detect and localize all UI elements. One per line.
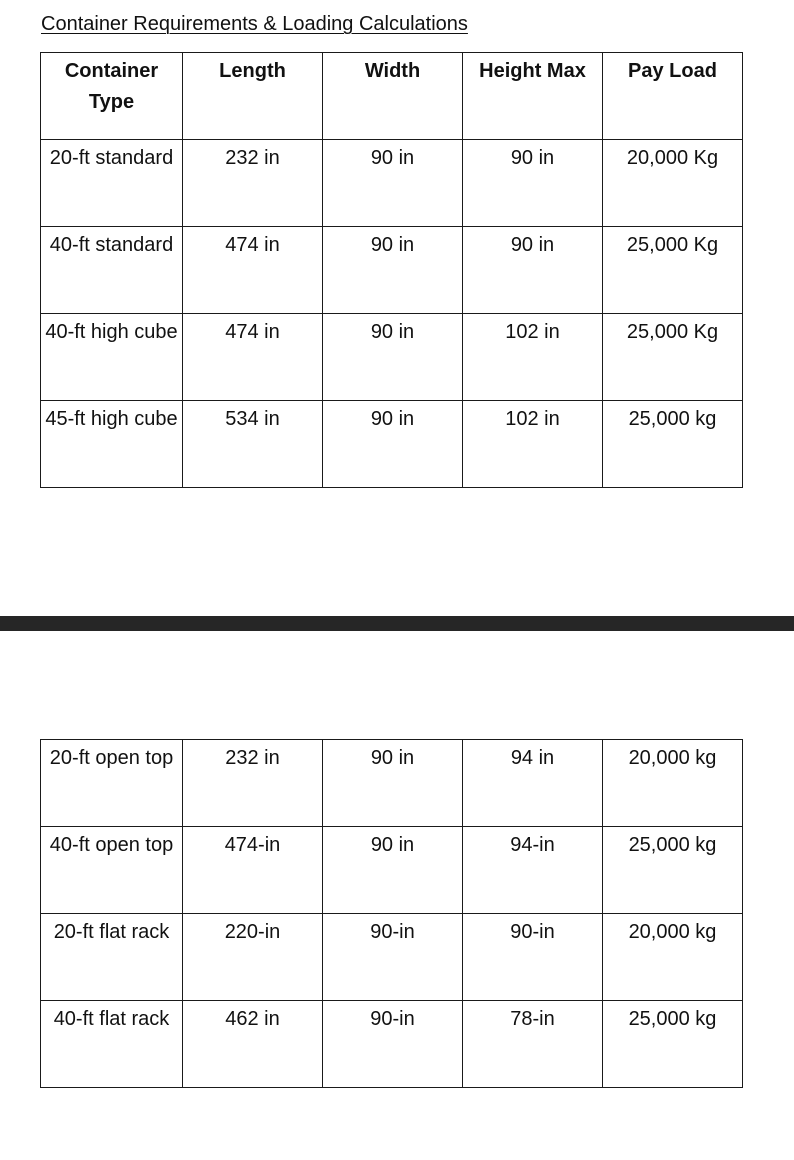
table-cell	[463, 827, 603, 914]
container-type: 20-ft open top	[49, 747, 174, 769]
table-cell	[323, 401, 463, 488]
width: 90 in	[370, 321, 415, 343]
page-title: Container Requirements & Loading Calculations	[41, 13, 468, 35]
table-cell	[41, 140, 183, 227]
table-cell	[463, 227, 603, 314]
table-cell	[603, 914, 743, 1001]
table-cell	[41, 827, 183, 914]
table-cell	[41, 314, 183, 401]
table-row	[41, 314, 743, 401]
container-type: 20-ft standard	[49, 147, 174, 169]
table-row	[41, 827, 743, 914]
header-length: Length	[219, 60, 286, 82]
width: 90-in	[370, 921, 415, 943]
table-cell	[183, 314, 323, 401]
table-cell	[323, 314, 463, 401]
table-cell	[323, 227, 463, 314]
table-cell	[463, 140, 603, 227]
pay-load: 25,000 kg	[628, 408, 717, 430]
width: 90-in	[370, 1008, 415, 1030]
container-table-top	[40, 52, 743, 488]
length: 474 in	[225, 234, 280, 256]
table-cell	[323, 1001, 463, 1088]
table-header-row	[41, 53, 743, 140]
table-cell	[463, 914, 603, 1001]
table-cell	[41, 227, 183, 314]
table-cell	[323, 140, 463, 227]
table-cell	[323, 914, 463, 1001]
table-cell	[183, 827, 323, 914]
pay-load: 25,000 Kg	[626, 321, 719, 343]
header-cell	[463, 53, 603, 140]
width: 90 in	[370, 834, 415, 856]
table-cell	[183, 914, 323, 1001]
header-cell	[41, 53, 183, 140]
table-cell	[463, 740, 603, 827]
length: 232 in	[225, 147, 280, 169]
pay-load: 25,000 kg	[628, 834, 717, 856]
table-cell	[41, 914, 183, 1001]
width: 90 in	[370, 234, 415, 256]
table-cell	[323, 740, 463, 827]
table-cell	[463, 314, 603, 401]
container-type: 45-ft high cube	[45, 408, 178, 430]
table-cell	[463, 401, 603, 488]
table-row	[41, 140, 743, 227]
container-type: 40-ft standard	[49, 234, 174, 256]
container-type: 40-ft high cube	[45, 321, 178, 343]
height-max: 90-in	[510, 921, 555, 943]
table-cell	[323, 827, 463, 914]
table-row	[41, 914, 743, 1001]
table-cell	[603, 827, 743, 914]
length: 462 in	[225, 1008, 280, 1030]
pay-load: 25,000 Kg	[626, 234, 719, 256]
header-pay-load: Pay Load	[628, 60, 717, 82]
header-height-max: Height Max	[479, 60, 586, 82]
container-type: 20-ft flat rack	[53, 921, 170, 943]
height-max: 102 in	[505, 408, 560, 430]
table-cell	[41, 401, 183, 488]
header-width: Width	[364, 60, 421, 82]
page-break-divider	[0, 616, 794, 631]
table-cell	[183, 227, 323, 314]
length: 474-in	[224, 834, 281, 856]
table-cell	[41, 1001, 183, 1088]
header-container-type: Container Type	[64, 60, 159, 113]
length: 220-in	[224, 921, 281, 943]
width: 90 in	[370, 408, 415, 430]
table-cell	[183, 401, 323, 488]
length: 474 in	[225, 321, 280, 343]
height-max: 78-in	[510, 1008, 555, 1030]
header-cell	[323, 53, 463, 140]
table-cell	[183, 1001, 323, 1088]
width: 90 in	[370, 747, 415, 769]
pay-load: 20,000 Kg	[626, 147, 719, 169]
table-cell	[603, 227, 743, 314]
table-cell	[183, 140, 323, 227]
height-max: 90 in	[510, 147, 555, 169]
table-row	[41, 227, 743, 314]
table-cell	[41, 740, 183, 827]
table-cell	[463, 1001, 603, 1088]
height-max: 90 in	[510, 234, 555, 256]
table-row	[41, 1001, 743, 1088]
height-max: 94 in	[510, 747, 555, 769]
table-cell	[603, 1001, 743, 1088]
table-cell	[603, 314, 743, 401]
pay-load: 25,000 kg	[628, 1008, 717, 1030]
table-row	[41, 740, 743, 827]
width: 90 in	[370, 147, 415, 169]
table-cell	[603, 140, 743, 227]
header-cell	[183, 53, 323, 140]
container-table-bottom	[40, 739, 743, 1088]
length: 232 in	[225, 747, 280, 769]
container-type: 40-ft open top	[49, 834, 174, 856]
container-type: 40-ft flat rack	[53, 1008, 170, 1030]
height-max: 94-in	[510, 834, 555, 856]
table-cell	[183, 740, 323, 827]
length: 534 in	[225, 408, 280, 430]
header-cell	[603, 53, 743, 140]
height-max: 102 in	[505, 321, 560, 343]
pay-load: 20,000 kg	[628, 747, 717, 769]
table-cell	[603, 401, 743, 488]
table-row	[41, 401, 743, 488]
pay-load: 20,000 kg	[628, 921, 717, 943]
table-cell	[603, 740, 743, 827]
